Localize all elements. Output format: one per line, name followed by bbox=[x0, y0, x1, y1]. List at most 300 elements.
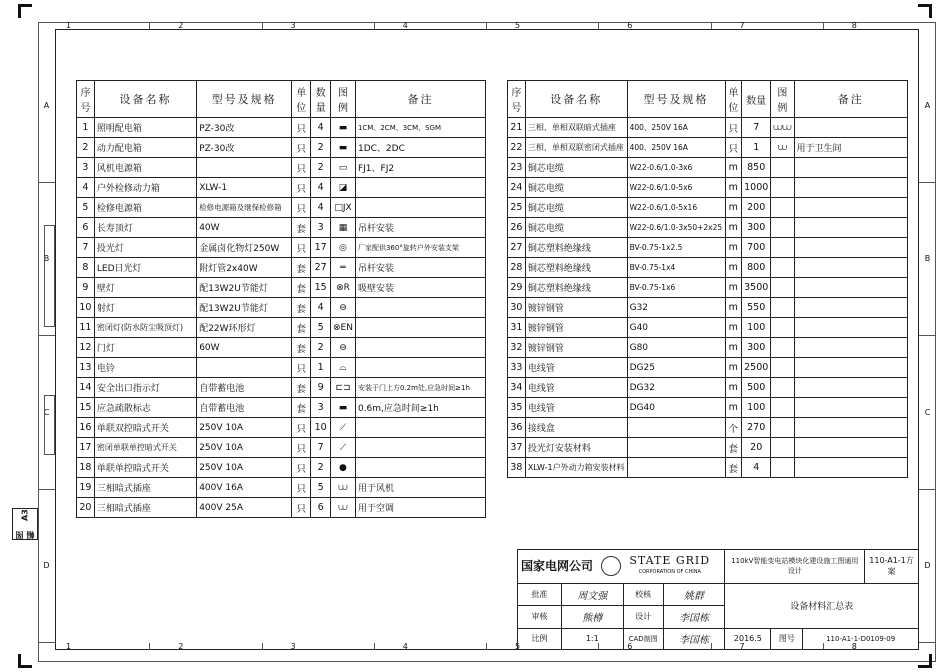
header-seq: 序号 bbox=[508, 81, 526, 118]
ruler-row-label: C bbox=[919, 336, 936, 490]
equipment-name: 三相、单相双联暗式插座 bbox=[525, 118, 627, 138]
row-number: 19 bbox=[77, 478, 95, 498]
quantity: 300 bbox=[742, 338, 771, 358]
remark bbox=[794, 438, 907, 458]
ruler-col-label: 4 bbox=[375, 22, 487, 29]
legend-symbol-icon bbox=[771, 238, 794, 258]
quantity: 2 bbox=[311, 338, 331, 358]
quantity: 4 bbox=[311, 198, 331, 218]
model-spec: 配13W2U节能灯 bbox=[197, 298, 292, 318]
legend-symbol-icon bbox=[771, 358, 794, 378]
corner-mark-bl-v bbox=[18, 654, 21, 668]
quantity: 1000 bbox=[742, 178, 771, 198]
scale-label: 比例 bbox=[518, 628, 562, 649]
row-number: 12 bbox=[77, 338, 95, 358]
unit: 只 bbox=[725, 138, 742, 158]
ruler-row-label: D bbox=[919, 490, 936, 644]
unit: 只 bbox=[725, 118, 742, 138]
remark bbox=[355, 198, 485, 218]
row-number: 23 bbox=[508, 158, 526, 178]
table-row bbox=[77, 398, 486, 418]
remark bbox=[794, 338, 907, 358]
unit: 个 bbox=[725, 418, 742, 438]
model-spec bbox=[627, 418, 725, 438]
model-spec bbox=[627, 438, 725, 458]
remark bbox=[355, 178, 485, 198]
company-cell bbox=[518, 550, 725, 584]
remark: 吊杆安装 bbox=[355, 218, 485, 238]
equipment-name: 镀锌钢管 bbox=[525, 298, 627, 318]
unit: 只 bbox=[292, 138, 311, 158]
header-name: 设备名称 bbox=[94, 81, 196, 118]
table-row bbox=[508, 358, 908, 378]
equipment-name: 密闭灯(防水防尘吸顶灯) bbox=[94, 318, 196, 338]
row-number: 2 bbox=[77, 138, 95, 158]
table-row bbox=[508, 298, 908, 318]
model-spec: BV-0.75-1x4 bbox=[627, 258, 725, 278]
unit: 套 bbox=[292, 398, 311, 418]
table-row bbox=[77, 138, 486, 158]
table-row bbox=[77, 278, 486, 298]
unit: 只 bbox=[292, 158, 311, 178]
ruler-row-label: B bbox=[919, 183, 936, 337]
remark bbox=[794, 458, 907, 478]
equipment-name: 门灯 bbox=[94, 338, 196, 358]
row-number: 14 bbox=[77, 378, 95, 398]
quantity: 5 bbox=[311, 318, 331, 338]
model-spec: W22-0.6/1.0-3x50+2x25 bbox=[627, 218, 725, 238]
remark bbox=[794, 218, 907, 238]
ruler-col-label: 8 bbox=[824, 643, 936, 650]
unit: 只 bbox=[292, 418, 311, 438]
model-spec: G40 bbox=[627, 318, 725, 338]
ruler-col-label: 4 bbox=[375, 643, 487, 650]
legend-symbol-icon bbox=[771, 438, 794, 458]
quantity: 10 bbox=[311, 418, 331, 438]
equipment-name: 投光灯 bbox=[94, 238, 196, 258]
unit: 套 bbox=[292, 298, 311, 318]
model-spec: 配22W环形灯 bbox=[197, 318, 292, 338]
remark bbox=[355, 458, 485, 478]
legend-symbol-icon: ⊗EN bbox=[331, 318, 356, 338]
approve-signature: 周文强 bbox=[561, 583, 623, 605]
quantity: 100 bbox=[742, 318, 771, 338]
quantity: 3 bbox=[311, 218, 331, 238]
legend-symbol-icon bbox=[771, 378, 794, 398]
model-spec: 400V 16A bbox=[197, 478, 292, 498]
unit: 只 bbox=[292, 118, 311, 138]
quantity: 2500 bbox=[742, 358, 771, 378]
equipment-name: 单联双控暗式开关 bbox=[94, 418, 196, 438]
equipment-name: 铜芯塑料绝缘线 bbox=[525, 238, 627, 258]
unit: m bbox=[725, 178, 742, 198]
row-number: 15 bbox=[77, 398, 95, 418]
model-spec: DG32 bbox=[627, 378, 725, 398]
table-row bbox=[508, 378, 908, 398]
equipment-name: 铜芯塑料绝缘线 bbox=[525, 258, 627, 278]
row-number: 8 bbox=[77, 258, 95, 278]
equipment-name: 密闭单联单控暗式开关 bbox=[94, 438, 196, 458]
row-number: 26 bbox=[508, 218, 526, 238]
ruler-col-label: 5 bbox=[487, 22, 599, 29]
remark: 用于风机 bbox=[355, 478, 485, 498]
row-number: 38 bbox=[508, 458, 526, 478]
ruler-col-label: 1 bbox=[38, 643, 150, 650]
model-spec: W22-0.6/1.0-3x6 bbox=[627, 158, 725, 178]
table-row bbox=[77, 378, 486, 398]
equipment-name: 镀锌钢管 bbox=[525, 338, 627, 358]
remark: 0.6m,应急时间≥1h bbox=[355, 398, 485, 418]
corner-mark-tr-v bbox=[929, 4, 932, 18]
row-number: 9 bbox=[77, 278, 95, 298]
equipment-name: 检修电源箱 bbox=[94, 198, 196, 218]
row-number: 7 bbox=[77, 238, 95, 258]
model-spec: PZ-30改 bbox=[197, 118, 292, 138]
remark: FJ1、FJ2 bbox=[355, 158, 485, 178]
remark: 用于卫生间 bbox=[794, 138, 907, 158]
equipment-name: 铜芯电缆 bbox=[525, 178, 627, 198]
legend-symbol-icon: ▬ bbox=[331, 138, 356, 158]
remark bbox=[794, 278, 907, 298]
equipment-name: 投光灯安装材料 bbox=[525, 438, 627, 458]
quantity: 4 bbox=[311, 178, 331, 198]
unit: 只 bbox=[292, 478, 311, 498]
equipment-name: LED日光灯 bbox=[94, 258, 196, 278]
equipment-name: 三相暗式插座 bbox=[94, 498, 196, 518]
ruler-col-label: 2 bbox=[150, 22, 262, 29]
header-model: 型号及规格 bbox=[197, 81, 292, 118]
quantity: 7 bbox=[742, 118, 771, 138]
model-spec: DG40 bbox=[627, 398, 725, 418]
model-spec bbox=[197, 358, 292, 378]
remark: 吊杆安装 bbox=[355, 258, 485, 278]
equipment-name: 动力配电箱 bbox=[94, 138, 196, 158]
table-row bbox=[508, 178, 908, 198]
model-spec: 附灯管2x40W bbox=[197, 258, 292, 278]
legend-symbol-icon bbox=[771, 198, 794, 218]
equipment-name: 壁灯 bbox=[94, 278, 196, 298]
check-label: 校核 bbox=[623, 583, 663, 605]
table-row bbox=[508, 218, 908, 238]
remark bbox=[794, 258, 907, 278]
table-row bbox=[508, 398, 908, 418]
title-block bbox=[517, 549, 919, 650]
company-name-en-sub: CORPORATION OF CHINA bbox=[638, 568, 701, 575]
unit: m bbox=[725, 398, 742, 418]
table-row bbox=[508, 138, 908, 158]
ruler-row-label: C bbox=[38, 336, 55, 490]
model-spec: 检修电源箱及继保检修箱 bbox=[197, 198, 292, 218]
ruler-col-label: 5 bbox=[487, 643, 599, 650]
scale-value: 1:1 bbox=[561, 628, 623, 649]
unit: 套 bbox=[292, 318, 311, 338]
table-row bbox=[77, 118, 486, 138]
legend-symbol-icon: ● bbox=[331, 458, 356, 478]
model-spec: G80 bbox=[627, 338, 725, 358]
equipment-name: 电线管 bbox=[525, 378, 627, 398]
legend-symbol-icon: ⩊ bbox=[331, 498, 356, 518]
legend-symbol-icon bbox=[771, 458, 794, 478]
legend-symbol-icon bbox=[771, 178, 794, 198]
quantity: 20 bbox=[742, 438, 771, 458]
row-number: 5 bbox=[77, 198, 95, 218]
legend-symbol-icon bbox=[771, 218, 794, 238]
unit: m bbox=[725, 198, 742, 218]
quantity: 2 bbox=[311, 458, 331, 478]
quantity: 17 bbox=[311, 238, 331, 258]
ruler-col-label: 8 bbox=[824, 22, 936, 29]
legend-symbol-icon bbox=[771, 278, 794, 298]
equipment-name: 电线管 bbox=[525, 398, 627, 418]
equipment-name: 户外检修动力箱 bbox=[94, 178, 196, 198]
quantity: 7 bbox=[311, 438, 331, 458]
row-number: 11 bbox=[77, 318, 95, 338]
unit: m bbox=[725, 338, 742, 358]
remark bbox=[794, 238, 907, 258]
scheme-name: 110-A1-1方案 bbox=[865, 550, 919, 584]
review-signature: 熊樽 bbox=[561, 606, 623, 628]
model-spec: W22-0.6/1.0-5x6 bbox=[627, 178, 725, 198]
row-number: 17 bbox=[77, 438, 95, 458]
cad-signature: 李国栋 bbox=[663, 628, 725, 649]
table-row bbox=[77, 418, 486, 438]
quantity: 270 bbox=[742, 418, 771, 438]
sheet-size-tag bbox=[12, 508, 38, 540]
ruler-row-label: D bbox=[38, 490, 55, 644]
quantity: 2 bbox=[311, 158, 331, 178]
quantity: 800 bbox=[742, 258, 771, 278]
unit: m bbox=[725, 318, 742, 338]
table-header-row bbox=[77, 81, 486, 118]
equipment-name: 镀锌钢管 bbox=[525, 318, 627, 338]
equipment-name: 长寿顶灯 bbox=[94, 218, 196, 238]
table-row bbox=[77, 218, 486, 238]
check-signature: 姚群 bbox=[663, 583, 725, 605]
unit: m bbox=[725, 258, 742, 278]
model-spec: PZ-30改 bbox=[197, 138, 292, 158]
table-row bbox=[508, 418, 908, 438]
remark bbox=[355, 418, 485, 438]
unit: m bbox=[725, 158, 742, 178]
legend-symbol-icon bbox=[771, 318, 794, 338]
legend-symbol-icon: □JX bbox=[331, 198, 356, 218]
unit: 套 bbox=[292, 378, 311, 398]
model-spec: DG25 bbox=[627, 358, 725, 378]
legend-symbol-icon: ⌓ bbox=[331, 358, 356, 378]
legend-symbol-icon: ⊖ bbox=[331, 298, 356, 318]
ruler-col-label: 7 bbox=[712, 643, 824, 650]
table-row bbox=[77, 358, 486, 378]
unit: m bbox=[725, 298, 742, 318]
row-number: 32 bbox=[508, 338, 526, 358]
ruler-row-label: A bbox=[38, 29, 55, 183]
quantity: 850 bbox=[742, 158, 771, 178]
table-row bbox=[508, 458, 908, 478]
table-row bbox=[77, 478, 486, 498]
remark: 1DC、2DC bbox=[355, 138, 485, 158]
table-row bbox=[77, 238, 486, 258]
unit: m bbox=[725, 238, 742, 258]
legend-symbol-icon bbox=[771, 258, 794, 278]
row-number: 21 bbox=[508, 118, 526, 138]
row-number: 33 bbox=[508, 358, 526, 378]
header-name: 设备名称 bbox=[525, 81, 627, 118]
model-spec: G32 bbox=[627, 298, 725, 318]
drawing-no-value: 110-A1-1-D0109-09 bbox=[803, 628, 919, 649]
model-spec: 400、250V 16A bbox=[627, 138, 725, 158]
unit: m bbox=[725, 378, 742, 398]
binding-mark-upper bbox=[44, 225, 55, 327]
quantity: 100 bbox=[742, 398, 771, 418]
ruler-col-label: 3 bbox=[263, 643, 375, 650]
drawing-no-label: 图号 bbox=[771, 628, 803, 649]
quantity: 4 bbox=[311, 118, 331, 138]
row-number: 34 bbox=[508, 378, 526, 398]
ruler-col-label: 6 bbox=[599, 643, 711, 650]
equipment-name: 铜芯电缆 bbox=[525, 198, 627, 218]
design-label: 设计 bbox=[623, 606, 663, 628]
unit: m bbox=[725, 358, 742, 378]
unit: 只 bbox=[292, 438, 311, 458]
legend-symbol-icon: ▦ bbox=[331, 218, 356, 238]
remark: 安装于门上方0.2m处,应急时间≥1h bbox=[355, 378, 485, 398]
quantity: 2 bbox=[311, 138, 331, 158]
legend-symbol-icon: ▭ bbox=[331, 158, 356, 178]
legend-symbol-icon: ⩊ bbox=[331, 478, 356, 498]
company-logo-icon bbox=[601, 556, 621, 576]
row-number: 18 bbox=[77, 458, 95, 478]
quantity: 700 bbox=[742, 238, 771, 258]
equipment-name: 电铃 bbox=[94, 358, 196, 378]
equipment-name: 铜芯电缆 bbox=[525, 158, 627, 178]
table-row bbox=[508, 198, 908, 218]
model-spec: 40W bbox=[197, 218, 292, 238]
table-row bbox=[77, 298, 486, 318]
model-spec: 250V 10A bbox=[197, 438, 292, 458]
table-row bbox=[508, 278, 908, 298]
legend-symbol-icon: ═ bbox=[331, 258, 356, 278]
row-number: 29 bbox=[508, 278, 526, 298]
equipment-name: 射灯 bbox=[94, 298, 196, 318]
quantity: 300 bbox=[742, 218, 771, 238]
equipment-name: 三相、单相双联密闭式插座 bbox=[525, 138, 627, 158]
table-row bbox=[508, 258, 908, 278]
remark bbox=[355, 438, 485, 458]
right-ruler bbox=[919, 29, 936, 643]
header-qty: 数量 bbox=[742, 81, 771, 118]
model-spec bbox=[197, 158, 292, 178]
date-value: 2016.5 bbox=[725, 628, 771, 649]
table-row bbox=[77, 438, 486, 458]
legend-symbol-icon bbox=[771, 338, 794, 358]
ruler-col-label: 6 bbox=[599, 22, 711, 29]
ruler-col-label: 1 bbox=[38, 22, 150, 29]
model-spec: 250V 10A bbox=[197, 458, 292, 478]
model-spec: BV-0.75-1x6 bbox=[627, 278, 725, 298]
table-row bbox=[77, 318, 486, 338]
quantity: 4 bbox=[742, 458, 771, 478]
unit: 套 bbox=[292, 218, 311, 238]
unit: 只 bbox=[292, 358, 311, 378]
remark bbox=[794, 158, 907, 178]
quantity: 9 bbox=[311, 378, 331, 398]
equipment-name: 照明配电箱 bbox=[94, 118, 196, 138]
model-spec: 配13W2U节能灯 bbox=[197, 278, 292, 298]
material-table-left bbox=[76, 80, 486, 518]
table-row bbox=[508, 238, 908, 258]
cad-label: CAD制图 bbox=[623, 628, 663, 649]
row-number: 36 bbox=[508, 418, 526, 438]
equipment-name: 三相暗式插座 bbox=[94, 478, 196, 498]
quantity: 15 bbox=[311, 278, 331, 298]
unit: m bbox=[725, 218, 742, 238]
remark: 1CM、2CM、3CM、SGM bbox=[355, 118, 485, 138]
drawing-title: 设备材料汇总表 bbox=[725, 583, 919, 628]
row-number: 1 bbox=[77, 118, 95, 138]
row-number: 16 bbox=[77, 418, 95, 438]
header-unit: 单位 bbox=[725, 81, 742, 118]
unit: 套 bbox=[292, 278, 311, 298]
model-spec: 自带蓄电池 bbox=[197, 378, 292, 398]
row-number: 35 bbox=[508, 398, 526, 418]
header-remark: 备注 bbox=[355, 81, 485, 118]
equipment-name: 电线管 bbox=[525, 358, 627, 378]
quantity: 4 bbox=[311, 298, 331, 318]
ruler-row-label: B bbox=[38, 183, 55, 337]
row-number: 22 bbox=[508, 138, 526, 158]
legend-symbol-icon: ▬ bbox=[331, 118, 356, 138]
legend-symbol-icon bbox=[771, 158, 794, 178]
unit: 套 bbox=[725, 438, 742, 458]
row-number: 20 bbox=[77, 498, 95, 518]
quantity: 1 bbox=[311, 358, 331, 378]
legend-symbol-icon: ⊖ bbox=[331, 338, 356, 358]
table-row bbox=[77, 198, 486, 218]
model-spec: XLW-1 bbox=[197, 178, 292, 198]
row-number: 37 bbox=[508, 438, 526, 458]
model-spec: 400、250V 16A bbox=[627, 118, 725, 138]
unit: 套 bbox=[292, 338, 311, 358]
row-number: 10 bbox=[77, 298, 95, 318]
sheet-size-value: A3 bbox=[20, 509, 30, 521]
unit: 套 bbox=[292, 258, 311, 278]
left-ruler bbox=[38, 29, 55, 643]
row-number: 6 bbox=[77, 218, 95, 238]
remark bbox=[794, 178, 907, 198]
legend-symbol-icon: ⩊⩊ bbox=[771, 118, 794, 138]
material-table-right bbox=[507, 80, 908, 478]
legend-symbol-icon bbox=[771, 418, 794, 438]
legend-symbol-icon: ⊏⊐ bbox=[331, 378, 356, 398]
company-name-cn: 国家电网公司 bbox=[521, 558, 594, 573]
remark bbox=[355, 338, 485, 358]
model-spec: W22-0.6/1.0-5x16 bbox=[627, 198, 725, 218]
quantity: 3500 bbox=[742, 278, 771, 298]
header-seq: 序号 bbox=[77, 81, 95, 118]
quantity: 27 bbox=[311, 258, 331, 278]
unit: 只 bbox=[292, 498, 311, 518]
corner-mark-br-v bbox=[929, 654, 932, 668]
row-number: 4 bbox=[77, 178, 95, 198]
legend-symbol-icon: ⟋ bbox=[331, 438, 356, 458]
remark bbox=[355, 318, 485, 338]
ruler-row-label: A bbox=[919, 29, 936, 183]
row-number: 27 bbox=[508, 238, 526, 258]
quantity: 500 bbox=[742, 378, 771, 398]
row-number: 24 bbox=[508, 178, 526, 198]
equipment-name: 单联单控暗式开关 bbox=[94, 458, 196, 478]
quantity: 200 bbox=[742, 198, 771, 218]
